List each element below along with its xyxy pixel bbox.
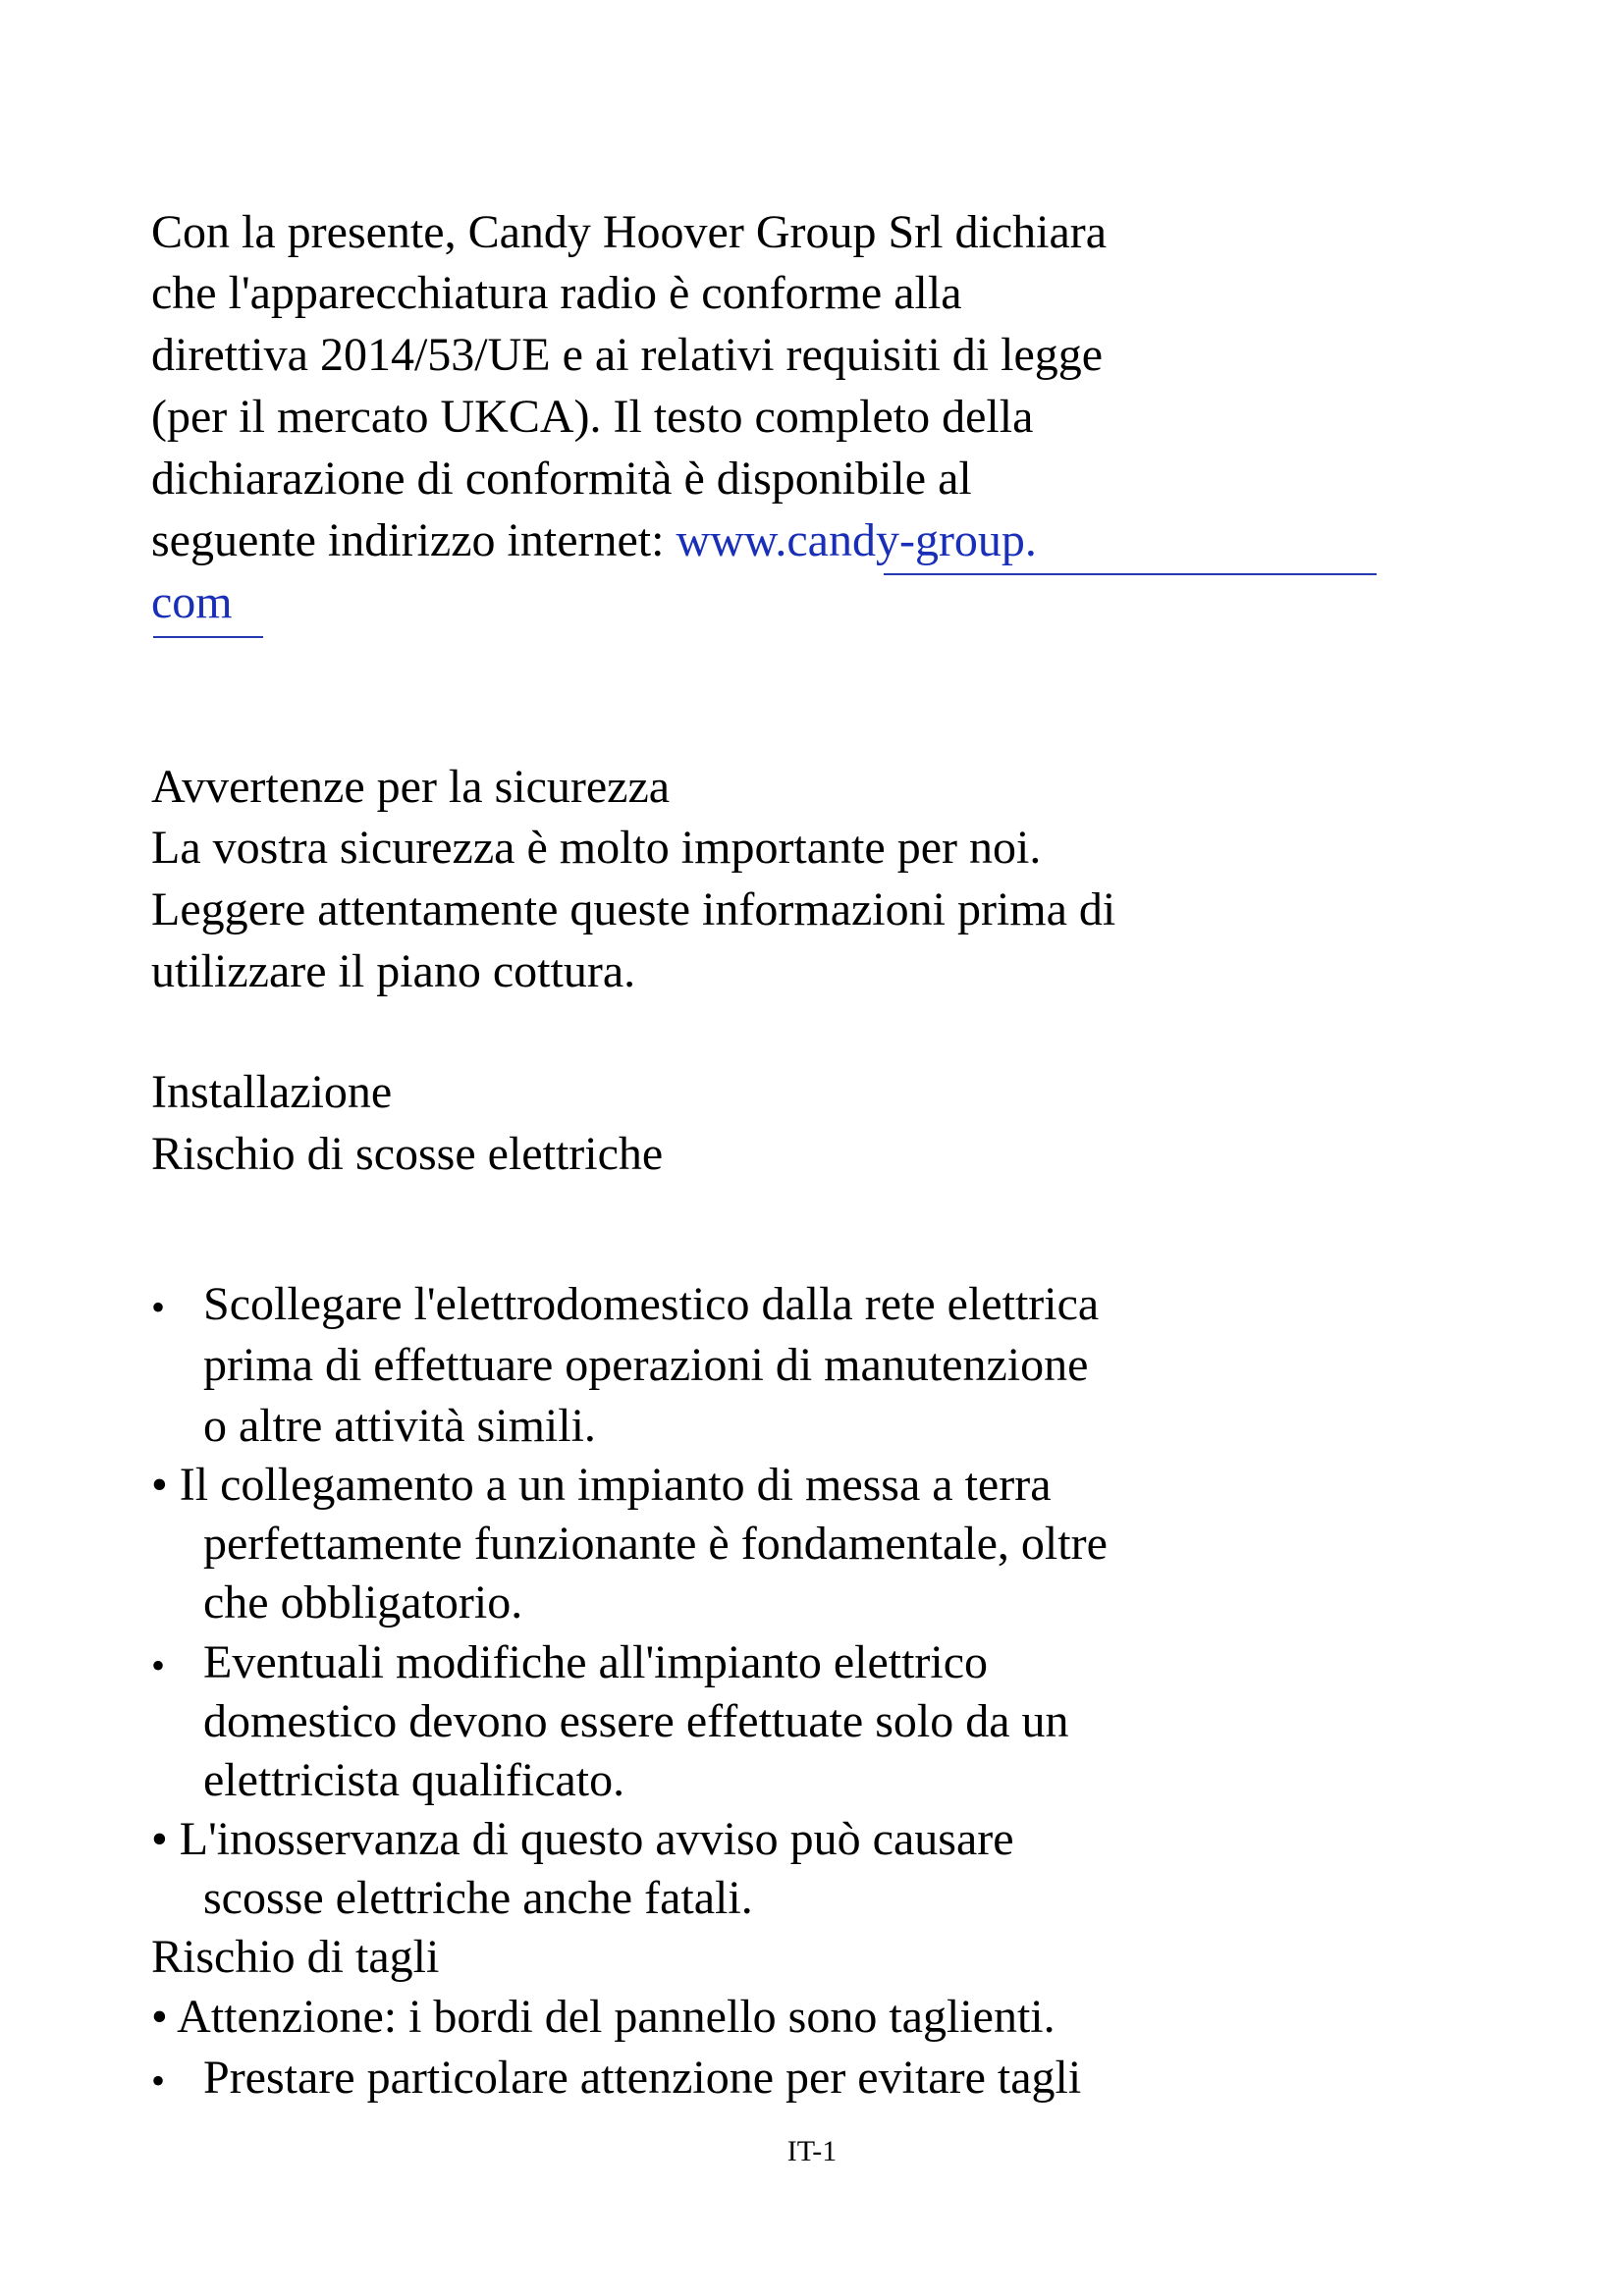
declaration-line-2: che l'apparecchiatura radio è conforme alla [151,267,962,319]
link-underline [884,573,1377,575]
declaration-lead-in: seguente indirizzo internet: [151,514,677,566]
declaration-line-3: direttiva 2014/53/UE e ai relativi requisiti di legge [151,329,1104,381]
safety-intro-line-3: utilizzare il piano cottura. [151,945,636,997]
link-underline [153,636,263,638]
declaration-line-1: Con la presente, Candy Hoover Group Srl dichiara [151,206,1108,258]
bullet-4-line-1: • L'inosservanza di questo avviso può causare [151,1813,1014,1865]
safety-heading: Avvertenze per la sicurezza [151,761,671,813]
bullet-3-line-2: domestico devono essere effettuate solo da un [203,1695,1069,1747]
page-number: IT-1 [786,2135,838,2167]
declaration-line-6 [151,510,1037,571]
bullet-2-line-2: perfettamente funzionante è fondamentale, oltre [203,1518,1108,1570]
bullet-icon: • [151,2058,166,2103]
installation-heading: Installazione [151,1066,393,1118]
website-link[interactable]: www.candy-group. [676,514,1037,566]
bullet-1-line-1: Scollegare l'elettrodomestico dalla rete elettrica [203,1278,1100,1330]
declaration-line-4: (per il mercato UKCA). Il testo completo della [151,391,1034,443]
bullet-2-line-1: • Il collegamento a un impianto di messa a terra [151,1459,1052,1511]
cuts-heading: Rischio di tagli [151,1931,440,1983]
bullet-2-line-3: che obbligatorio. [203,1576,523,1629]
declaration-line-5: dichiarazione di conformità è disponibile al [151,453,972,505]
cuts-bullet-2: Prestare particolare attenzione per evitare tagli [203,2052,1082,2104]
bullet-3-line-3: elettricista qualificato. [203,1754,625,1806]
bullet-icon: • [151,1643,166,1687]
bullet-1-line-3: o altre attività simili. [203,1400,596,1452]
bullet-icon: • [151,1285,166,1329]
bullet-1-line-2: prima di effettuare operazioni di manutenzione [203,1339,1089,1391]
safety-intro-line-2: Leggere attentamente queste informazioni prima di [151,883,1116,935]
electric-shock-subheading: Rischio di scosse elettriche [151,1128,664,1180]
cuts-bullet-1: • Attenzione: i bordi del pannello sono taglienti. [151,1991,1056,2043]
safety-intro-line-1: La vostra sicurezza è molto importante per noi. [151,822,1042,874]
bullet-4-line-2: scosse elettriche anche fatali. [203,1872,753,1924]
website-link-continuation[interactable]: com [151,576,233,628]
bullet-3-line-1: Eventuali modifiche all'impianto elettrico [203,1636,989,1688]
